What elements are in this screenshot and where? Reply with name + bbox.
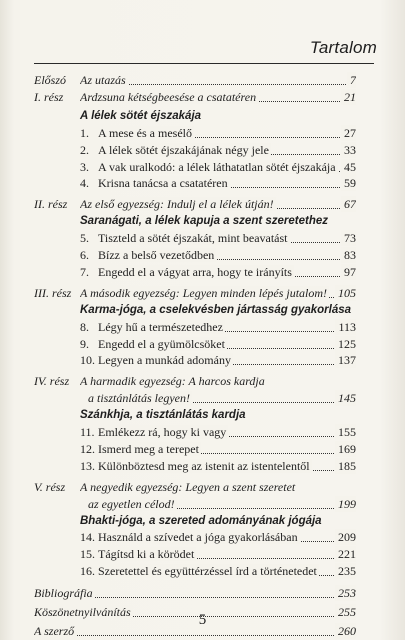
toc-row bbox=[34, 213, 356, 229]
toc-entry-text: Köszönetnyilvánítás bbox=[34, 605, 131, 619]
toc-page-number: 221 bbox=[335, 546, 356, 562]
toc-entry-text: 9. Engedd el a gyümölcsöket bbox=[80, 336, 225, 351]
toc-row bbox=[34, 142, 356, 158]
toc-entry-text: Bibliográfia bbox=[34, 586, 93, 601]
toc-row bbox=[34, 336, 356, 352]
toc-row bbox=[34, 108, 356, 124]
toc-page-number: 45 bbox=[341, 159, 356, 175]
toc-entry[interactable] bbox=[80, 175, 356, 191]
toc-row bbox=[34, 285, 356, 301]
toc-entry-text: 5. Tiszteld a sötét éjszakát, mint beavatást bbox=[80, 231, 288, 246]
toc-entry-text: A szerző bbox=[34, 623, 75, 638]
toc-row bbox=[34, 159, 356, 175]
toc-row bbox=[34, 458, 356, 474]
toc-entry-text: Ardzsuna kétségbeesése a csatatéren bbox=[80, 89, 257, 104]
toc-entry-text: 4. Krisna tanácsa a csatatéren bbox=[80, 176, 228, 191]
toc-row bbox=[34, 72, 356, 88]
toc-section-subtitle: Karma-jóga, a cselekvésben jártasság gyakorlása bbox=[80, 303, 352, 316]
toc-row bbox=[34, 513, 356, 529]
chapter-number: 7. bbox=[80, 264, 89, 279]
toc-entry-text: 7. Engedd el a vágyat arra, hogy te irányíts bbox=[80, 264, 292, 279]
chapter-number: 11. bbox=[80, 425, 95, 439]
toc-entry-text: Az utazás bbox=[80, 73, 126, 87]
toc-page-number: 185 bbox=[335, 458, 356, 474]
toc-row bbox=[34, 196, 356, 212]
toc-part-label: III. rész bbox=[34, 285, 72, 300]
title-rule bbox=[34, 63, 374, 64]
toc-page-number: 169 bbox=[335, 441, 356, 457]
toc-entry[interactable] bbox=[80, 352, 356, 368]
toc-page-number: 105 bbox=[335, 285, 356, 301]
toc-page-number: 253 bbox=[335, 585, 356, 601]
chapter-number: 5. bbox=[80, 231, 89, 246]
page-number: 5 bbox=[198, 612, 207, 628]
toc-entry-text: 8. Légy hű a természetedhez bbox=[80, 319, 223, 334]
toc-part-label: IV. rész bbox=[34, 374, 70, 389]
toc-row bbox=[34, 529, 356, 545]
chapter-number: 1. bbox=[80, 125, 89, 140]
toc-entry-text: az egyetlen célod! bbox=[88, 496, 175, 511]
chapter-number: 8. bbox=[80, 319, 89, 334]
toc-row bbox=[34, 496, 356, 512]
toc-entry-text: 11. Emlékezz rá, hogy ki vagy bbox=[80, 425, 227, 439]
toc-entry-text: 2. A lélek sötét éjszakájának négy jele bbox=[80, 142, 269, 157]
toc-entry[interactable] bbox=[80, 336, 356, 352]
toc-entry[interactable] bbox=[80, 285, 356, 301]
toc-row bbox=[34, 319, 356, 335]
toc-entry-text: 14. Használd a szívedet a jóga gyakorlásában bbox=[80, 530, 298, 545]
toc-entry[interactable] bbox=[80, 230, 356, 246]
toc-entry-text: A negyedik egyezség: Legyen a szent szeretet bbox=[80, 479, 296, 494]
toc-row bbox=[34, 407, 356, 423]
toc-entry-text: 10. Legyen a munkád adomány bbox=[80, 353, 231, 368]
toc-entry-text: A második egyezség: Legyen minden lépés jutalom! bbox=[80, 285, 328, 300]
toc-entry-text: 13. Különböztesd meg az istenit az istentelentől bbox=[80, 458, 310, 473]
chapter-number: 10. bbox=[80, 353, 95, 368]
toc-page-number: 137 bbox=[335, 352, 356, 368]
toc-entry[interactable] bbox=[88, 390, 356, 406]
toc-page-number: 21 bbox=[341, 89, 356, 105]
toc-entry[interactable] bbox=[80, 196, 356, 212]
toc-entry[interactable] bbox=[80, 89, 356, 105]
toc-entry-text: A harmadik egyezség: A harcos kardja bbox=[80, 374, 265, 389]
toc-entry[interactable] bbox=[80, 424, 356, 440]
chapter-number: 15. bbox=[80, 547, 95, 562]
toc-part-label: Előszó bbox=[34, 73, 67, 87]
toc-row bbox=[34, 230, 356, 246]
toc-entry-text: 6. Bízz a belső vezetődben bbox=[80, 248, 215, 262]
toc-row bbox=[34, 441, 356, 457]
chapter-number: 9. bbox=[80, 336, 89, 351]
toc-entry[interactable] bbox=[80, 72, 356, 88]
toc-row bbox=[34, 247, 356, 263]
toc-page-number: 145 bbox=[335, 390, 356, 406]
toc-row bbox=[34, 390, 356, 406]
toc-entry-text: 1. A mese és a mesélő bbox=[80, 125, 192, 140]
toc-page-number: 209 bbox=[335, 529, 356, 545]
toc-entry[interactable] bbox=[80, 546, 356, 562]
toc-row bbox=[34, 424, 356, 440]
toc-page-number: 7 bbox=[347, 72, 356, 88]
toc-entry[interactable] bbox=[80, 319, 356, 335]
chapter-number: 12. bbox=[80, 441, 95, 456]
toc-entry-text: Az első egyezség: Indulj el a lélek útján! bbox=[80, 197, 274, 212]
chapter-number: 6. bbox=[80, 248, 89, 262]
toc-entry[interactable] bbox=[80, 264, 356, 280]
toc-entry[interactable] bbox=[80, 458, 356, 474]
chapter-number: 14. bbox=[80, 530, 95, 545]
toc-entry[interactable] bbox=[80, 159, 356, 175]
toc-page-number: 255 bbox=[335, 604, 356, 620]
toc-entry-text: a tisztánlátás legyen! bbox=[88, 391, 190, 406]
toc-row bbox=[34, 479, 356, 495]
toc-entry-text: 3. A vak uralkodó: a lélek láthatatlan sötét éjszakája bbox=[80, 159, 336, 174]
toc-row bbox=[34, 563, 356, 579]
toc-entry-text: 16. Szeretettel és együttérzéssel írd a történetedet bbox=[80, 564, 317, 579]
toc-entry-text: 15. Tágítsd ki a körödet bbox=[80, 547, 195, 562]
toc-section-subtitle: Saranágati, a lélek kapuja a szent szeretethez bbox=[80, 215, 329, 228]
toc-row bbox=[34, 585, 356, 601]
toc-page-number: 113 bbox=[335, 319, 356, 335]
toc-entry[interactable] bbox=[80, 142, 356, 158]
toc-row bbox=[34, 373, 356, 389]
chapter-number: 16. bbox=[80, 564, 95, 579]
toc-page-number: 27 bbox=[341, 125, 356, 141]
toc-page-number: 155 bbox=[335, 424, 356, 440]
leader-dots bbox=[34, 635, 356, 636]
toc-section-subtitle: Bhakti-jóga, a szereted adományának jógája bbox=[80, 514, 322, 527]
toc-row bbox=[34, 264, 356, 280]
toc-page-number: 260 bbox=[335, 623, 356, 639]
toc-part-label: II. rész bbox=[34, 197, 68, 212]
toc-entry[interactable] bbox=[80, 563, 356, 579]
toc-entry[interactable] bbox=[80, 529, 356, 545]
toc-part-label: V. rész bbox=[34, 479, 66, 494]
toc-page-number: 59 bbox=[341, 175, 356, 191]
toc-page-number: 97 bbox=[341, 264, 356, 280]
toc-part-label: I. rész bbox=[34, 89, 64, 104]
toc-section-subtitle: Szánkhja, a tisztánlátás kardja bbox=[80, 409, 246, 422]
toc-page-number: 235 bbox=[335, 563, 356, 579]
toc-page-number: 83 bbox=[341, 247, 356, 263]
toc-row bbox=[34, 175, 356, 191]
toc-entry-text: 12. Ismerd meg a terepet bbox=[80, 441, 199, 456]
toc-row bbox=[34, 89, 356, 105]
toc-page-number: 125 bbox=[335, 336, 356, 352]
toc-row bbox=[34, 125, 356, 141]
toc-entry[interactable] bbox=[88, 496, 356, 512]
toc-entry[interactable] bbox=[80, 125, 356, 141]
toc-section-subtitle: A lélek sötét éjszakája bbox=[80, 109, 202, 122]
chapter-number: 2. bbox=[80, 142, 89, 157]
toc-page-number: 33 bbox=[341, 142, 356, 158]
toc-page-number: 67 bbox=[341, 196, 356, 212]
toc-entry[interactable] bbox=[80, 247, 356, 263]
toc-row bbox=[34, 546, 356, 562]
toc-row bbox=[34, 352, 356, 368]
toc-page-number: 73 bbox=[341, 230, 356, 246]
toc-row bbox=[34, 302, 356, 318]
chapter-number: 4. bbox=[80, 176, 89, 191]
page-title: Tartalom bbox=[309, 38, 377, 57]
toc-entry[interactable] bbox=[80, 441, 356, 457]
toc-entry[interactable] bbox=[34, 585, 356, 601]
chapter-number: 3. bbox=[80, 159, 89, 174]
toc-page-number: 199 bbox=[335, 496, 356, 512]
chapter-number: 13. bbox=[80, 458, 95, 473]
